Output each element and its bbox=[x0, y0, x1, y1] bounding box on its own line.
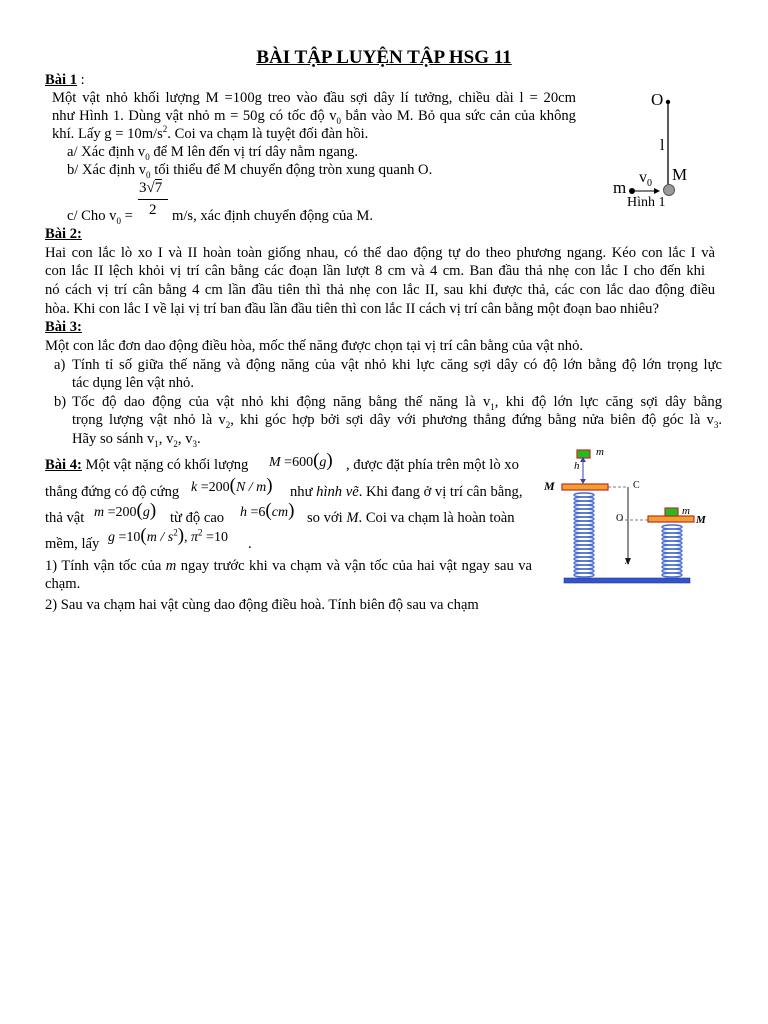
eq-g-sup: 2 bbox=[173, 527, 178, 538]
bai4-line4-end: . bbox=[248, 536, 252, 552]
fig2-label-C: C bbox=[633, 480, 640, 491]
bai1-line1: Một vật nhỏ khối lượng M =100g treo vào đầu sợi dây lí tưởng, chiều dài l = 20cm bbox=[52, 90, 576, 106]
fig1-label-m: m bbox=[613, 178, 627, 197]
bai1-line2-b: bắn vào M. Bỏ qua sức cản của không bbox=[341, 108, 576, 124]
bai3-b-line3 bbox=[72, 430, 201, 449]
eq-h-var: h bbox=[240, 505, 247, 520]
fig1-v: v bbox=[639, 169, 647, 186]
eq-M-600g: M =600(g) bbox=[269, 450, 333, 471]
bai3-b-line1 bbox=[72, 393, 722, 412]
bai1-b-pre: b/ Xác định v bbox=[67, 162, 147, 178]
eq-pi-val: 10 bbox=[213, 530, 228, 545]
bai4-q2: 2) Sau va chạm hai vật cùng dao động điều hoà. Tính biên độ sau va chạm bbox=[45, 597, 479, 613]
fig1-v-sub: 0 bbox=[647, 178, 652, 190]
bai3-b3-a: Hãy so sánh v bbox=[72, 431, 155, 447]
bai4-line2-end bbox=[290, 483, 522, 502]
bai4-heading: Bài 4: bbox=[45, 457, 82, 473]
bai3-b3-s2: 2 bbox=[173, 438, 178, 449]
bai4-l1a: Một vật nặng có khối lượng bbox=[81, 457, 249, 473]
bai1-colon: : bbox=[77, 72, 85, 88]
bai4-line3-start: thả vật bbox=[45, 510, 85, 526]
fig1-caption: Hình 1 bbox=[627, 195, 666, 210]
bai3-b1-a: Tốc độ dao động của vật nhỏ khi động năng bằng thế năng là v bbox=[72, 394, 491, 410]
fig2-label-m-top: m bbox=[596, 446, 604, 458]
eq-g-pi: $g =10(m / s^2)$, $\pi^2 =10$ bbox=[108, 525, 228, 546]
fig2-label-x: x bbox=[625, 556, 630, 567]
bai1-heading: Bài 1 bbox=[45, 72, 78, 88]
eq-M-val: 600 bbox=[292, 455, 314, 470]
bai1-b-post: tối thiểu để M chuyển động tròn xung quanh O. bbox=[150, 162, 433, 178]
bai3-b2-a: trọng lượng vật nhỏ là v bbox=[72, 412, 226, 428]
bai4-line2-start: thẳng đứng có độ cứng bbox=[45, 484, 180, 500]
fig1-label-l: l bbox=[660, 137, 665, 154]
page-title: BÀI TẬP LUYỆN TẬP HSG 11 bbox=[256, 47, 512, 68]
bai4-q1-line2: chạm. bbox=[45, 576, 81, 592]
figure-hinh1 bbox=[605, 85, 715, 215]
bai1-line2-a: như Hình 1. Dùng vật nhỏ m = 50g có tốc độ v bbox=[52, 108, 337, 124]
bai3-b2-b: , khi góc hợp bởi sợi dây với phương thẳng đứng bằng nửa biên độ góc là v bbox=[230, 412, 714, 428]
bai3-a-line2: tác dụng lên vật nhỏ. bbox=[72, 375, 194, 391]
bai3-a-label: a) bbox=[54, 357, 66, 373]
bai3-b2-sub2: 3 bbox=[713, 419, 719, 430]
spring-diagram bbox=[544, 448, 716, 588]
fig1-label-M: M bbox=[672, 165, 688, 184]
fraction-radicand: 7 bbox=[154, 180, 163, 196]
eq-M-var: M bbox=[269, 455, 281, 470]
bai3-b3-s3: 3 bbox=[192, 438, 197, 449]
eq-pi-var: π bbox=[191, 530, 199, 545]
bai4-l2c: . Khi đang ở vị trí cân bằng, bbox=[358, 484, 523, 500]
eq-k-unit: N / m bbox=[235, 480, 267, 495]
eq-g-unit: m / s bbox=[146, 530, 174, 545]
bai4-q1-line1 bbox=[45, 557, 532, 576]
bai2-heading: Bài 2: bbox=[45, 226, 82, 242]
eq-m-unit: g bbox=[142, 505, 150, 520]
bai4-l3c: so với bbox=[307, 510, 347, 526]
bai1-line3-a: khí. Lấy g = 10m/s bbox=[52, 126, 163, 142]
bai3-b3-d: . bbox=[196, 431, 201, 447]
figure-spring-collision bbox=[544, 448, 716, 588]
bai1-line3-b: . Coi va chạm là tuyệt đối đàn hồi. bbox=[167, 126, 369, 142]
eq-m-200g: m =200(g) bbox=[94, 500, 157, 521]
bai3-intro: Một con lắc đơn dao động điều hòa, mốc thế năng được chọn tại vị trí cân bằng của vật nhỏ. bbox=[45, 338, 584, 354]
bai1-a-sub: 0 bbox=[145, 151, 150, 162]
bai4-line4-start: mềm, lấy bbox=[45, 536, 100, 552]
bai2-line1: Hai con lắc lò xo I và II hoàn toàn giống nhau, có thể dao động tự do theo phương ngang. Kéo con lắc I và bbox=[45, 245, 715, 261]
eq-m-var: m bbox=[94, 505, 105, 520]
eq-pi-sup: 2 bbox=[198, 527, 203, 538]
sqrt-icon: √ bbox=[146, 180, 155, 196]
bai3-b2-c: . bbox=[718, 412, 722, 428]
eq-h-6cm: h =6(cm) bbox=[240, 500, 295, 521]
bai2-line3: nó cách vị trí cân bằng 4 cm lần đầu tiên thì thả nhẹ con lắc II, sau khi được thả, các con lắc dao động điều bbox=[45, 282, 715, 298]
bai3-b3-c: , v bbox=[177, 431, 193, 447]
bai4-line3-end bbox=[307, 509, 515, 528]
bai1-heading-line bbox=[45, 71, 85, 90]
bai1-a-pre: a/ Xác định v bbox=[67, 144, 146, 160]
bai3-b1-b: , khi độ lớn lực căng sợi dây bằng bbox=[494, 394, 722, 410]
bai4-l2-italic: hình vẽ bbox=[316, 484, 359, 500]
bai1-line2 bbox=[52, 107, 576, 126]
eq-k-var: k bbox=[191, 480, 198, 495]
bai1-c-sub: 0 bbox=[116, 215, 121, 226]
fig1-label-O: O bbox=[651, 90, 664, 109]
bai4-l3-italic: M bbox=[346, 510, 359, 526]
bai4-q1b: ngay trước khi va chạm và vận tốc của hai vật ngay sau va bbox=[176, 558, 532, 574]
bai2-line2: con lắc II lệch khỏi vị trí cân bằng các đoạn lần lượt 8 cm và 4 cm. Ban đầu thả nhẹ con lắc I cho đến khi bbox=[45, 263, 705, 279]
bai4-q1-italic: m bbox=[165, 558, 177, 574]
bai1-a-post: để M lên đến vị trí dây nằm ngang. bbox=[149, 144, 359, 160]
bai4-line3-mid: từ độ cao bbox=[170, 510, 225, 526]
bai4-l3d: . Coi va chạm là hoàn toàn bbox=[358, 510, 515, 526]
bai1-c-eq: = bbox=[120, 208, 133, 224]
eq-k-val: 200 bbox=[208, 480, 230, 495]
bai1-fraction-denominator: 2 bbox=[149, 202, 157, 218]
bai3-b3-b: , v bbox=[158, 431, 174, 447]
bai1-line3-sup: 2 bbox=[162, 124, 168, 135]
eq-g-var: g bbox=[108, 530, 115, 545]
fraction-num: 3 bbox=[139, 180, 147, 196]
fig2-label-M-right: M bbox=[696, 514, 706, 526]
bai3-heading: Bài 3: bbox=[45, 319, 82, 335]
eq-h-val: 6 bbox=[258, 505, 266, 520]
bai4-line1-end: , được đặt phía trên một lò xo bbox=[346, 457, 519, 473]
eq-g-val: 10 bbox=[126, 530, 141, 545]
bai1-line3 bbox=[52, 125, 368, 144]
bai3-b-line2 bbox=[72, 411, 722, 430]
bai1-question-a bbox=[67, 143, 358, 162]
bai1-fraction-numerator bbox=[139, 180, 162, 197]
fig2-label-m-right: m bbox=[682, 505, 690, 517]
bai2-line4: hòa. Khi con lắc I về lại vị trí ban đầu lần đầu tiên thì con lắc II cách vị trí cân bằng một đoạn bao nhiêu? bbox=[45, 301, 659, 317]
bai1-b-sub: 0 bbox=[146, 169, 151, 180]
bai1-question-c bbox=[67, 207, 133, 226]
fraction-bar bbox=[138, 199, 168, 200]
bai4-q1a: 1) Tính vận tốc của bbox=[45, 558, 166, 574]
bai3-a-line1: Tính tỉ số giữa thế năng và động năng của vật nhỏ khi lực căng sợi dây có độ lớn bằng độ lớn trọng lực bbox=[72, 357, 722, 373]
bai3-b2-sub: 2 bbox=[225, 419, 231, 430]
bai1-question-c-post: m/s, xác định chuyển động của M. bbox=[172, 208, 374, 224]
bai4-l2b: như bbox=[290, 484, 317, 500]
eq-k-200: k =200(N / m) bbox=[191, 475, 273, 496]
bai4-line1 bbox=[45, 456, 248, 475]
eq-M-unit: g bbox=[319, 455, 327, 470]
bai3-b-label: b) bbox=[54, 394, 67, 410]
eq-h-unit: cm bbox=[271, 505, 289, 520]
fig1-label-v bbox=[639, 169, 652, 190]
bai1-question-b bbox=[67, 161, 432, 180]
bai3-b1-sub: 1 bbox=[490, 401, 495, 412]
bai1-c-pre: c/ Cho v bbox=[67, 208, 117, 224]
bai1-line2-sub: 0 bbox=[336, 115, 341, 126]
bai3-b3-s1: 1 bbox=[154, 438, 159, 449]
eq-m-val: 200 bbox=[115, 505, 137, 520]
fig2-label-O: O bbox=[616, 513, 624, 524]
fig2-label-M-left: M bbox=[544, 479, 555, 493]
fig2-label-h: h bbox=[574, 460, 580, 472]
